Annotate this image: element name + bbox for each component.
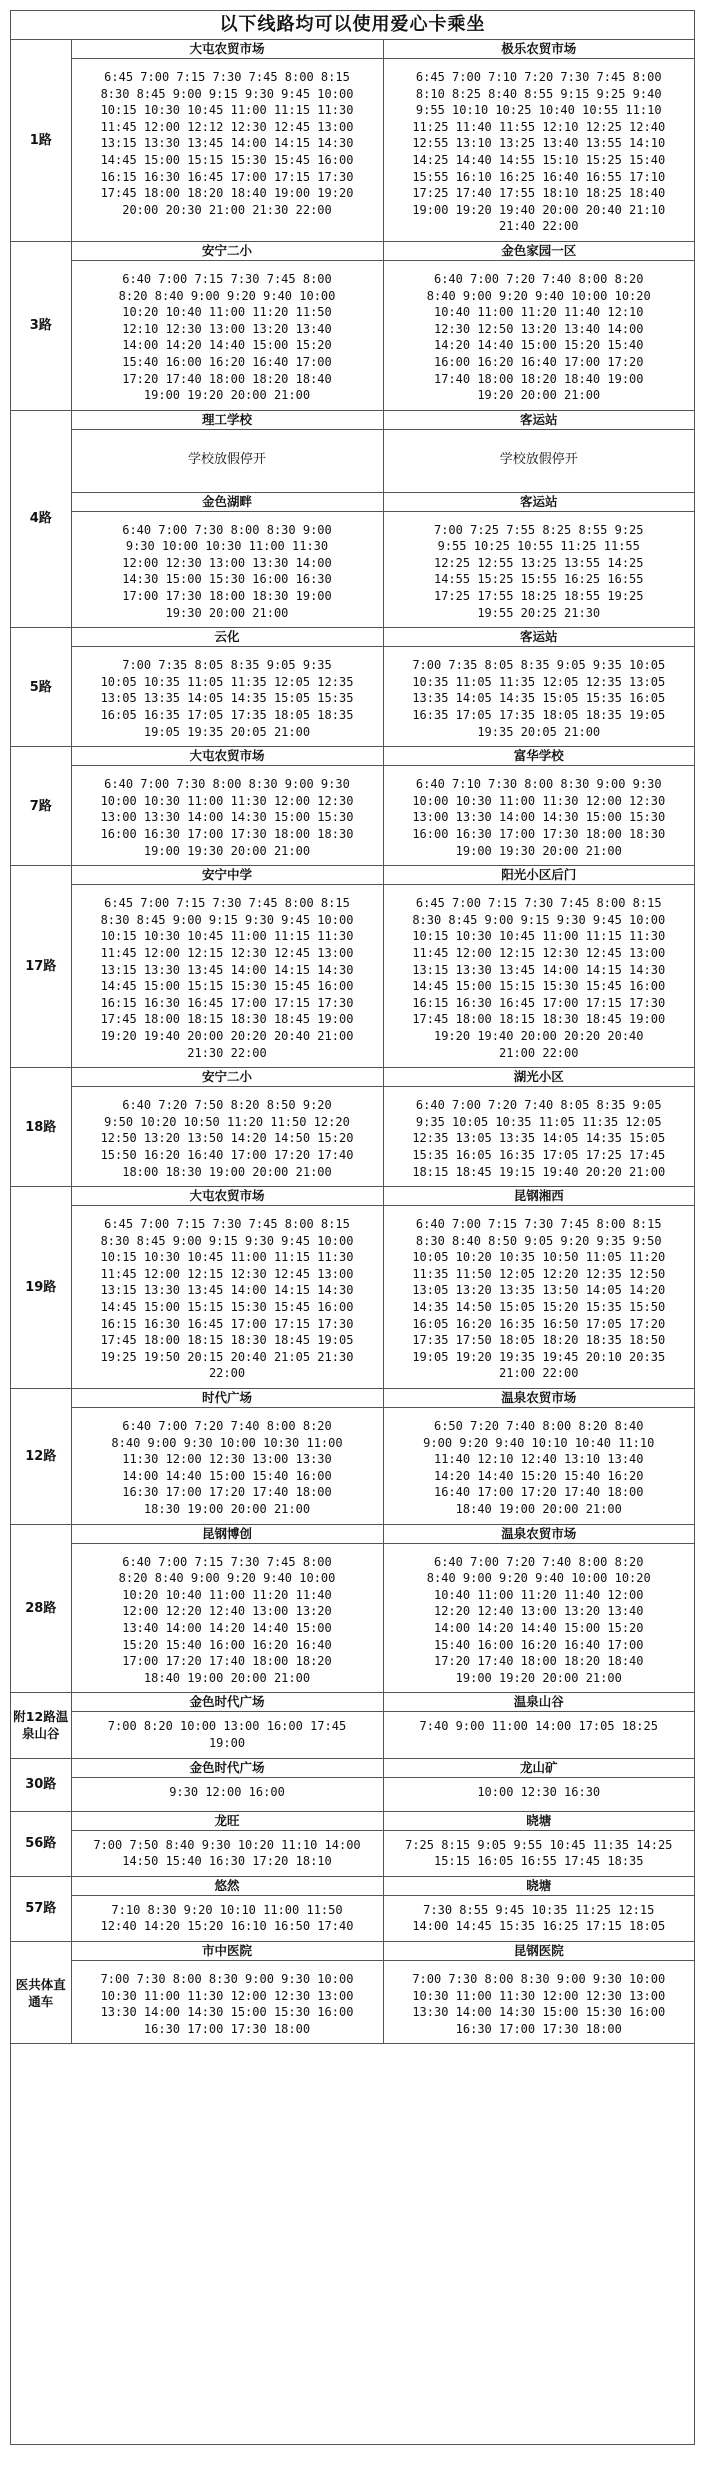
- time-line: 6:40 7:00 7:20 7:40 8:00 8:20: [433, 1554, 644, 1569]
- time-line: 6:40 7:00 7:20 7:40 8:00 8:20: [433, 271, 644, 286]
- time-line: 7:00 7:30 8:00 8:30 9:00 9:30 10:00: [412, 1971, 666, 1986]
- time-line: 9:35 10:05 10:35 11:05 11:35 12:05: [415, 1114, 662, 1129]
- route-name: 28路: [11, 1524, 71, 1693]
- time-line: 9:50 10:20 10:50 11:20 11:50 12:20: [104, 1114, 350, 1129]
- time-line: 8:30 8:45 9:00 9:15 9:30 9:45 10:00: [100, 1233, 354, 1248]
- time-line: 17:20 17:40 18:00 18:20 18:40: [122, 371, 332, 386]
- terminal-name: 温泉农贸市场: [384, 1525, 695, 1544]
- time-line: 7:00 7:50 8:40 9:30 10:20 11:10 14:00: [93, 1837, 361, 1852]
- terminal-name: 客运站: [384, 411, 695, 430]
- time-line: 15:55 16:10 16:25 16:40 16:55 17:10: [412, 169, 666, 184]
- route-name: 18路: [11, 1068, 71, 1187]
- route-row: [11, 241, 694, 410]
- terminal-name: 安宁中学: [72, 866, 383, 885]
- terminal-name: 温泉农贸市场: [384, 1389, 695, 1408]
- time-line: 6:50 7:20 7:40 8:00 8:20 8:40: [433, 1419, 644, 1434]
- time-line: 19:20 19:40 20:00 20:20 20:40 21:00: [100, 1028, 354, 1043]
- time-line: 19:05 19:35 20:05 21:00: [143, 724, 311, 739]
- time-line: 8:10 8:25 8:40 8:55 9:15 9:25 9:40: [415, 86, 662, 101]
- time-line: 16:00 16:30 17:00 17:30 18:00 18:30: [412, 827, 666, 841]
- time-line: 10:40 11:00 11:20 11:40 12:10: [433, 305, 644, 320]
- departure-times: [72, 512, 383, 628]
- time-line: 14:50 15:40 16:30 17:20 18:10: [122, 1854, 332, 1869]
- time-line: 18:40 19:00 20:00 21:00: [455, 1502, 622, 1516]
- time-line: 6:45 7:00 7:15 7:30 7:45 8:00 8:15: [104, 896, 350, 911]
- route-row: [11, 1693, 694, 1758]
- departure-times: [72, 1206, 383, 1388]
- time-line: 13:00 13:30 14:00 14:30 15:00 15:30: [412, 810, 666, 825]
- departure-times: [384, 512, 695, 628]
- time-line: 14:25 14:40 14:55 15:10 15:25 15:40: [412, 152, 666, 167]
- time-line: 14:00 14:45 15:35 16:25 17:15 18:05: [412, 1919, 666, 1934]
- terminal-name: 富华学校: [384, 747, 695, 766]
- time-line: 7:00 7:35 8:05 8:35 9:05 9:35: [122, 658, 332, 673]
- terminal-name: 龙旺: [72, 1812, 383, 1831]
- time-line: 8:40 9:00 9:20 9:40 10:00 10:20: [426, 1571, 651, 1586]
- direction-inbound: [383, 1068, 694, 1187]
- time-line: 6:40 7:00 7:30 8:00 8:30 9:00: [122, 522, 332, 537]
- departure-times: [384, 59, 695, 241]
- direction-outbound: [71, 1068, 383, 1187]
- time-line: 6:40 7:00 7:15 7:30 7:45 8:00: [122, 271, 332, 286]
- time-line: 14:00 14:20 14:40 15:00 15:20: [433, 1620, 644, 1635]
- route-name: 57路: [11, 1876, 71, 1941]
- time-line: 21:40 22:00: [499, 219, 579, 234]
- terminal-name: 大屯农贸市场: [72, 747, 383, 766]
- time-line: 14:30 15:00 15:30 16:00 16:30: [122, 572, 332, 587]
- time-line: 17:00 17:30 18:00 18:30 19:00: [122, 589, 332, 604]
- direction-outbound: [71, 628, 383, 747]
- route-name: 12路: [11, 1389, 71, 1525]
- time-line: 10:00 12:30 16:30: [477, 1784, 601, 1799]
- time-line: 17:45 18:00 18:15 18:30 18:45 19:05: [100, 1333, 354, 1348]
- terminal-name: 龙山矿: [384, 1759, 695, 1778]
- time-line: 10:15 10:30 10:45 11:00 11:15 11:30: [100, 1250, 354, 1265]
- time-line: 21:00 22:00: [499, 1045, 579, 1060]
- terminal-name: 理工学校: [72, 411, 383, 430]
- route-row: [11, 1876, 694, 1941]
- time-line: 7:00 7:25 7:55 8:25 8:55 9:25: [433, 522, 644, 537]
- time-line: 16:05 16:35 17:05 17:35 18:05 18:35: [100, 708, 354, 723]
- direction-inbound: [383, 1758, 694, 1811]
- departure-times: [72, 59, 383, 224]
- route-row: [11, 410, 694, 628]
- time-line: 18:15 18:45 19:15 19:40 20:20 21:00: [412, 1164, 666, 1179]
- time-line: 12:50 13:20 13:50 14:20 14:50 15:20: [100, 1131, 354, 1146]
- direction-inbound: [383, 866, 694, 1068]
- departure-times: [384, 1712, 695, 1741]
- direction-inbound: [383, 1876, 694, 1941]
- route-row: [11, 1941, 694, 2043]
- time-line: 19:30 20:00 21:00: [165, 605, 289, 620]
- terminal-name: 时代广场: [72, 1389, 383, 1408]
- direction-inbound: [383, 241, 694, 410]
- time-line: 17:25 17:40 17:55 18:10 18:25 18:40: [412, 186, 666, 201]
- time-line: 10:15 10:30 10:45 11:00 11:15 11:30: [100, 929, 354, 944]
- time-line: 19:00 19:20 20:00 21:00: [143, 388, 311, 403]
- time-line: 14:45 15:00 15:15 15:30 15:45 16:00: [100, 1300, 354, 1315]
- time-line: 14:45 15:00 15:15 15:30 15:45 16:00: [100, 152, 354, 167]
- direction-outbound: [71, 1524, 383, 1693]
- departure-times: [72, 647, 383, 746]
- time-line: 15:40 16:00 16:20 16:40 17:00: [122, 354, 332, 369]
- terminal-name: 温泉山谷: [384, 1693, 695, 1712]
- direction-outbound: [71, 1758, 383, 1811]
- time-line: 8:30 8:45 9:00 9:15 9:30 9:45 10:00: [100, 912, 354, 927]
- time-line: 11:45 12:00 12:15 12:30 12:45 13:00: [100, 945, 354, 960]
- direction-outbound: [71, 1187, 383, 1389]
- time-line: 16:40 17:00 17:20 17:40 18:00: [433, 1485, 644, 1500]
- terminal-name: 晓塘: [384, 1812, 695, 1831]
- time-line: 19:00 19:30 20:00 21:00: [143, 843, 311, 858]
- departure-times: [72, 885, 383, 1067]
- route-row: [11, 866, 694, 1068]
- direction-inbound: [383, 628, 694, 747]
- route-row: [11, 1758, 694, 1811]
- departure-times: [72, 261, 383, 410]
- departure-times: [384, 1831, 695, 1876]
- time-line: 6:45 7:00 7:10 7:20 7:30 7:45 8:00: [415, 70, 662, 84]
- time-line: 19:00 19:20 20:00 21:00: [455, 1670, 622, 1685]
- terminal-name: 极乐农贸市场: [384, 40, 695, 59]
- time-line: 13:05 13:35 14:05 14:35 15:05 15:35: [100, 691, 354, 706]
- route-table: [11, 40, 694, 2044]
- route-name: 7路: [11, 747, 71, 866]
- time-line: 6:45 7:00 7:15 7:30 7:45 8:00 8:15: [104, 70, 350, 84]
- time-line: 19:20 19:40 20:00 20:20 20:40: [433, 1028, 644, 1043]
- time-line: 10:05 10:35 11:05 11:35 12:05 12:35: [100, 674, 354, 689]
- direction-inbound: [383, 1693, 694, 1758]
- time-line: 17:00 17:20 17:40 18:00 18:20: [122, 1654, 332, 1669]
- time-line: 15:35 16:05 16:35 17:05 17:25 17:45: [412, 1147, 666, 1162]
- direction-inbound: [383, 1524, 694, 1693]
- direction-outbound: [71, 866, 383, 1068]
- time-line: 17:20 17:40 18:00 18:20 18:40: [433, 1654, 644, 1669]
- time-line: 9:30 12:00 16:00: [169, 1784, 285, 1799]
- route-name: 3路: [11, 241, 71, 410]
- time-line: 18:00 18:30 19:00 20:00 21:00: [122, 1164, 332, 1179]
- route-name: 19路: [11, 1187, 71, 1389]
- departure-times: [72, 1961, 383, 2043]
- time-line: 7:00 7:30 8:00 8:30 9:00 9:30 10:00: [100, 1971, 354, 1986]
- route-name: 1路: [11, 40, 71, 241]
- time-line: 12:10 12:30 13:00 13:20 13:40: [122, 321, 332, 336]
- route-name: 17路: [11, 866, 71, 1068]
- time-line: 15:20 15:40 16:00 16:20 16:40: [122, 1637, 332, 1652]
- time-line: 16:30 17:00 17:30 18:00: [455, 2021, 622, 2036]
- time-line: 13:40 14:00 14:20 14:40 15:00: [122, 1620, 332, 1635]
- time-line: 10:35 11:05 11:35 12:05 12:35 13:05: [412, 674, 666, 689]
- route-row: [11, 628, 694, 747]
- direction-outbound: [71, 1811, 383, 1876]
- departure-times: [384, 647, 695, 746]
- time-line: 16:15 16:30 16:45 17:00 17:15 17:30: [100, 995, 354, 1010]
- time-line: 11:45 12:00 12:12 12:30 12:45 13:00: [100, 119, 354, 134]
- time-line: 18:40 19:00 20:00 21:00: [143, 1670, 311, 1685]
- terminal-name: 金色时代广场: [72, 1759, 383, 1778]
- time-line: 6:40 7:00 7:30 8:00 8:30 9:00 9:30: [104, 777, 350, 792]
- time-line: 10:15 10:30 10:45 11:00 11:15 11:30: [100, 103, 354, 118]
- time-line: 14:00 14:20 14:40 15:00 15:20: [122, 338, 332, 353]
- time-line: 8:40 9:00 9:20 9:40 10:00 10:20: [426, 288, 651, 303]
- time-line: 17:40 18:00 18:20 18:40 19:00: [433, 371, 644, 386]
- time-line: 6:40 7:00 7:15 7:30 7:45 8:00 8:15: [415, 1217, 662, 1232]
- departure-times: [72, 1544, 383, 1693]
- direction-inbound: [383, 1389, 694, 1525]
- terminal-name: 阳光小区后门: [384, 866, 695, 885]
- terminal-name: 金色湖畔: [72, 492, 383, 512]
- time-line: 8:30 8:45 9:00 9:15 9:30 9:45 10:00: [412, 912, 666, 927]
- time-line: 19:35 20:05 21:00: [477, 724, 601, 739]
- time-line: 16:30 17:00 17:20 17:40 18:00: [122, 1485, 332, 1500]
- time-line: 18:30 19:00 20:00 21:00: [143, 1502, 311, 1516]
- time-line: 9:55 10:25 10:55 11:25 11:55: [437, 539, 640, 554]
- terminal-name: 客运站: [384, 492, 695, 512]
- route-name: 4路: [11, 410, 71, 628]
- time-line: 17:45 18:00 18:15 18:30 18:45 19:00: [412, 1012, 666, 1027]
- time-line: 19:00 19:20 19:40 20:00 20:40 21:10: [412, 202, 666, 217]
- time-line: 13:00 13:30 14:00 14:30 15:00 15:30: [100, 810, 354, 825]
- time-line: 11:35 11:50 12:05 12:20 12:35 12:50: [412, 1266, 666, 1281]
- departure-times: [384, 885, 695, 1067]
- time-line: 7:10 8:30 9:20 10:10 11:00 11:50: [111, 1902, 343, 1917]
- service-note: 学校放假停开: [499, 451, 578, 467]
- time-line: 15:40 16:00 16:20 16:40 17:00: [433, 1637, 644, 1652]
- terminal-name: 大屯农贸市场: [72, 1187, 383, 1206]
- time-line: 6:40 7:20 7:50 8:20 8:50 9:20: [122, 1098, 332, 1113]
- terminal-name: 昆钢博创: [72, 1525, 383, 1544]
- time-line: 14:00 14:40 15:00 15:40 16:00: [122, 1468, 332, 1483]
- direction-inbound: [383, 410, 694, 628]
- time-line: 6:40 7:00 7:20 7:40 8:00 8:20: [122, 1419, 332, 1434]
- time-line: 12:00 12:20 12:40 13:00 13:20: [122, 1604, 332, 1619]
- departure-times: [384, 1544, 695, 1693]
- time-line: 19:05 19:20 19:35 19:45 20:10 20:35: [412, 1349, 666, 1364]
- terminal-name: 安宁二小: [72, 242, 383, 261]
- route-row: [11, 1811, 694, 1876]
- time-line: 11:40 12:10 12:40 13:10 13:40: [433, 1452, 644, 1467]
- departure-times: [384, 261, 695, 410]
- route-name: 30路: [11, 1758, 71, 1811]
- time-line: 6:40 7:00 7:20 7:40 8:05 8:35 9:05: [415, 1098, 662, 1113]
- departure-times: [384, 1896, 695, 1941]
- time-line: 12:25 12:55 13:25 13:55 14:25: [433, 555, 644, 570]
- time-line: 7:30 8:55 9:45 10:35 11:25 12:15: [423, 1902, 655, 1917]
- time-line: 16:15 16:30 16:45 17:00 17:15 17:30: [100, 1316, 354, 1331]
- direction-inbound: [383, 1187, 694, 1389]
- direction-outbound: [71, 1941, 383, 2043]
- time-line: 13:30 14:00 14:30 15:00 15:30 16:00: [100, 2005, 354, 2020]
- time-line: 6:40 7:10 7:30 8:00 8:30 9:00 9:30: [415, 777, 662, 792]
- terminal-name: 安宁二小: [72, 1068, 383, 1087]
- route-row: [11, 1068, 694, 1187]
- route-row: [11, 40, 694, 241]
- time-line: 12:20 12:40 13:00 13:20 13:40: [433, 1604, 644, 1619]
- departure-times: [72, 1778, 383, 1807]
- time-line: 13:05 13:20 13:35 13:50 14:05 14:20: [412, 1283, 666, 1298]
- time-line: 15:50 16:20 16:40 17:00 17:20 17:40: [100, 1147, 354, 1162]
- terminal-name: 悠然: [72, 1877, 383, 1896]
- time-line: 7:25 8:15 9:05 9:55 10:45 11:35 14:25: [405, 1837, 673, 1852]
- terminal-name: 大屯农贸市场: [72, 40, 383, 59]
- departure-times: [384, 1206, 695, 1388]
- terminal-name: 金色时代广场: [72, 1693, 383, 1712]
- time-line: 17:45 18:00 18:20 18:40 19:00 19:20: [100, 186, 354, 201]
- route-row: [11, 1524, 694, 1693]
- time-line: 13:30 14:00 14:30 15:00 15:30 16:00: [412, 2005, 666, 2020]
- time-line: 16:00 16:20 16:40 17:00 17:20: [433, 354, 644, 369]
- time-line: 13:15 13:30 13:45 14:00 14:15 14:30: [100, 1283, 354, 1298]
- time-line: 12:35 13:05 13:35 14:05 14:35 15:05: [412, 1131, 666, 1146]
- route-row: [11, 1187, 694, 1389]
- route-name: 56路: [11, 1811, 71, 1876]
- departure-times: [384, 766, 695, 865]
- timetable-sheet: [10, 10, 695, 2445]
- time-line: 10:05 10:20 10:35 10:50 11:05 11:20: [412, 1250, 666, 1265]
- time-line: 10:00 10:30 11:00 11:30 12:00 12:30: [412, 793, 666, 808]
- time-line: 16:35 17:05 17:35 18:05 18:35 19:05: [412, 708, 666, 723]
- departure-times: [384, 1087, 695, 1186]
- time-line: 10:20 10:40 11:00 11:20 11:50: [122, 305, 332, 320]
- time-line: 8:30 8:45 9:00 9:15 9:30 9:45 10:00: [100, 86, 354, 101]
- time-line: 6:45 7:00 7:15 7:30 7:45 8:00 8:15: [415, 896, 662, 911]
- time-line: 13:15 13:30 13:45 14:00 14:15 14:30: [100, 962, 354, 977]
- time-line: 21:00 22:00: [499, 1366, 579, 1381]
- time-line: 12:40 14:20 15:20 16:10 16:50 17:40: [100, 1919, 354, 1934]
- direction-inbound: [383, 40, 694, 241]
- departure-times: [384, 1778, 695, 1807]
- direction-outbound: [71, 747, 383, 866]
- time-line: 14:55 15:25 15:55 16:25 16:55: [433, 572, 644, 587]
- time-line: 17:45 18:00 18:15 18:30 18:45 19:00: [100, 1012, 354, 1027]
- terminal-name: 湖光小区: [384, 1068, 695, 1087]
- time-line: 16:15 16:30 16:45 17:00 17:15 17:30: [412, 995, 666, 1010]
- time-line: 14:20 14:40 15:20 15:40 16:20: [433, 1468, 644, 1483]
- time-line: 6:40 7:00 7:15 7:30 7:45 8:00: [122, 1554, 332, 1569]
- time-line: 8:30 8:40 8:50 9:05 9:20 9:35 9:50: [415, 1233, 662, 1248]
- departure-times: [384, 1961, 695, 2043]
- time-line: 10:15 10:30 10:45 11:00 11:15 11:30: [412, 929, 666, 944]
- time-line: 10:30 11:00 11:30 12:00 12:30 13:00: [412, 1988, 666, 2003]
- time-line: 12:00 12:30 13:00 13:30 14:00: [122, 555, 332, 570]
- terminal-name: 昆钢医院: [384, 1942, 695, 1961]
- time-line: 12:30 12:50 13:20 13:40 14:00: [433, 321, 644, 336]
- time-line: 19:00: [208, 1735, 246, 1750]
- time-line: 11:45 12:00 12:15 12:30 12:45 13:00: [412, 945, 666, 960]
- terminal-name: 晓塘: [384, 1877, 695, 1896]
- route-name: 附12路温泉山谷: [11, 1693, 71, 1758]
- route-name: 5路: [11, 628, 71, 747]
- time-line: 19:20 20:00 21:00: [477, 388, 601, 403]
- time-line: 13:15 13:30 13:45 14:00 14:15 14:30: [100, 136, 354, 151]
- terminal-name: 市中医院: [72, 1942, 383, 1961]
- time-line: 16:05 16:20 16:35 16:50 17:05 17:20: [412, 1316, 666, 1331]
- direction-outbound: [71, 1693, 383, 1758]
- service-note: 学校放假停开: [187, 451, 266, 467]
- direction-inbound: [383, 747, 694, 866]
- time-line: 14:45 15:00 15:15 15:30 15:45 16:00: [100, 979, 354, 994]
- time-line: 14:45 15:00 15:15 15:30 15:45 16:00: [412, 979, 666, 994]
- time-line: 10:40 11:00 11:20 11:40 12:00: [433, 1587, 644, 1602]
- time-line: 7:00 7:35 8:05 8:35 9:05 9:35 10:05: [412, 658, 666, 673]
- time-line: 11:30 12:00 12:30 13:00 13:30: [122, 1452, 332, 1467]
- time-line: 13:15 13:30 13:45 14:00 14:15 14:30: [412, 962, 666, 977]
- time-line: 8:20 8:40 9:00 9:20 9:40 10:00: [118, 288, 336, 303]
- time-line: 14:35 14:50 15:05 15:20 15:35 15:50: [412, 1300, 666, 1315]
- departure-times: [72, 766, 383, 865]
- direction-outbound: [71, 410, 383, 628]
- departure-times: [72, 1087, 383, 1186]
- time-line: 6:45 7:00 7:15 7:30 7:45 8:00 8:15: [104, 1217, 350, 1232]
- time-line: 17:35 17:50 18:05 18:20 18:35 18:50: [412, 1333, 666, 1348]
- direction-inbound: [383, 1811, 694, 1876]
- departure-times: [72, 1896, 383, 1941]
- departure-times: [72, 1712, 383, 1757]
- route-name: 医共体直通车: [11, 1941, 71, 2043]
- time-line: 12:55 13:10 13:25 13:40 13:55 14:10: [412, 136, 666, 151]
- terminal-name: 客运站: [384, 628, 695, 647]
- time-line: 17:25 17:55 18:25 18:55 19:25: [433, 589, 644, 604]
- time-line: 16:30 17:00 17:30 18:00: [143, 2021, 311, 2036]
- departure-times: [384, 1408, 695, 1524]
- time-line: 16:15 16:30 16:45 17:00 17:15 17:30: [100, 169, 354, 184]
- time-line: 10:30 11:00 11:30 12:00 12:30 13:00: [100, 1988, 354, 2003]
- time-line: 11:45 12:00 12:15 12:30 12:45 13:00: [100, 1266, 354, 1281]
- time-line: 7:40 9:00 11:00 14:00 17:05 18:25: [419, 1719, 658, 1734]
- time-line: 10:20 10:40 11:00 11:20 11:40: [122, 1587, 332, 1602]
- time-line: 22:00: [208, 1366, 246, 1381]
- terminal-name: 云化: [72, 628, 383, 647]
- direction-outbound: [71, 241, 383, 410]
- time-line: 9:30 10:00 10:30 11:00 11:30: [125, 539, 329, 554]
- terminal-name: 金色家园一区: [384, 242, 695, 261]
- page-title: 以下线路均可以使用爱心卡乘坐: [11, 11, 694, 40]
- direction-outbound: [71, 1389, 383, 1525]
- time-line: 10:00 10:30 11:00 11:30 12:00 12:30: [100, 793, 354, 808]
- route-row: [11, 1389, 694, 1525]
- time-line: 20:00 20:30 21:00 21:30 22:00: [122, 202, 332, 217]
- time-line: 7:00 8:20 10:00 13:00 16:00 17:45: [107, 1719, 347, 1734]
- time-line: 19:25 19:50 20:15 20:40 21:05 21:30: [100, 1349, 354, 1364]
- direction-inbound: [383, 1941, 694, 2043]
- direction-outbound: [71, 1876, 383, 1941]
- time-line: 9:55 10:10 10:25 10:40 10:55 11:10: [415, 103, 662, 118]
- departure-times: [72, 1831, 383, 1876]
- departure-times: [72, 1408, 383, 1524]
- time-line: 8:20 8:40 9:00 9:20 9:40 10:00: [118, 1571, 336, 1586]
- time-line: 19:00 19:30 20:00 21:00: [455, 843, 622, 858]
- direction-outbound: [71, 40, 383, 241]
- time-line: 11:25 11:40 11:55 12:10 12:25 12:40: [412, 119, 666, 134]
- time-line: 8:40 9:00 9:30 10:00 10:30 11:00: [111, 1435, 343, 1450]
- time-line: 15:15 16:05 16:55 17:45 18:35: [433, 1854, 644, 1869]
- time-line: 13:35 14:05 14:35 15:05 15:35 16:05: [412, 691, 666, 706]
- time-line: 9:00 9:20 9:40 10:10 10:40 11:10: [423, 1435, 655, 1450]
- terminal-name: 昆钢湘西: [384, 1187, 695, 1206]
- time-line: 14:20 14:40 15:00 15:20 15:40: [433, 338, 644, 353]
- time-line: 16:00 16:30 17:00 17:30 18:00 18:30: [100, 827, 354, 841]
- time-line: 21:30 22:00: [187, 1045, 267, 1060]
- time-line: 19:55 20:25 21:30: [477, 605, 601, 620]
- route-row: [11, 747, 694, 866]
